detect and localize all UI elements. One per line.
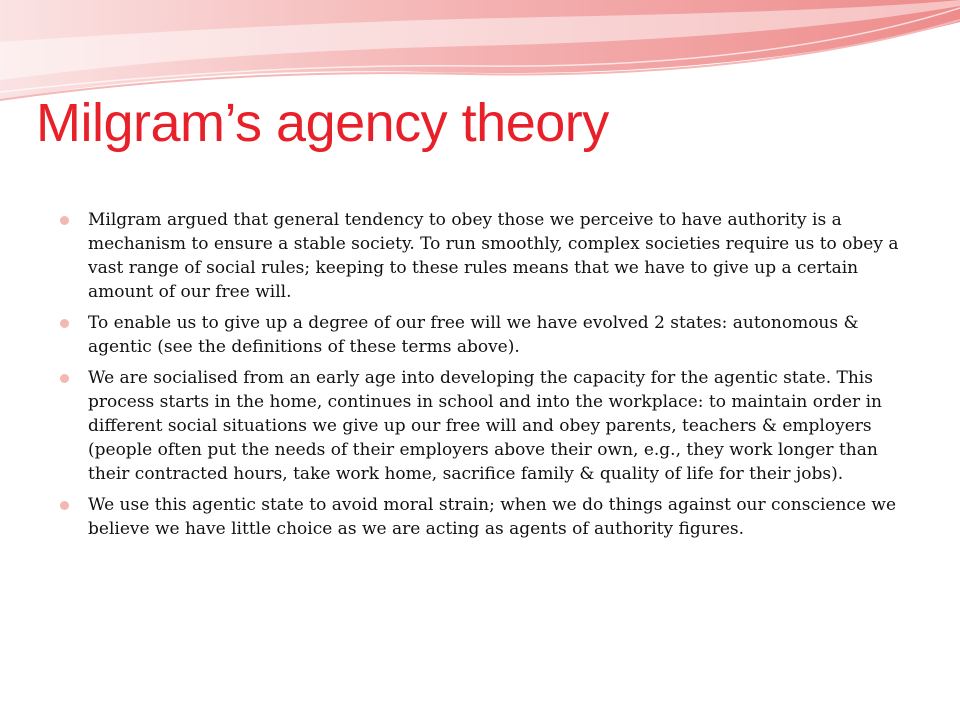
bullet-text: We are socialised from an early age into developing the capacity for the agentic state. This process starts in the home, continues in school and into the workplace: to maintain order in different social situations we give up our free will and obey parents, teachers & employers (people often put the needs of their employers above their own, e.g., they work longer than their contracted hours, take work home, sacrifice family & quality of life for their jobs). [88, 368, 882, 484]
bullet-item [60, 208, 910, 304]
bullet-item [60, 493, 910, 541]
bullet-list [60, 208, 910, 548]
bullet-dot-icon [60, 374, 69, 383]
bullet-text: To enable us to give up a degree of our free will we have evolved 2 states: autonomous & agentic (see the definitions of these terms above). [88, 313, 859, 357]
bullet-dot-icon [60, 216, 69, 225]
bullet-item [60, 366, 910, 486]
bullet-text: We use this agentic state to avoid moral strain; when we do things against our conscience we believe we have little choice as we are acting as agents of authority figures. [88, 495, 897, 539]
bullet-text: Milgram argued that general tendency to obey those we perceive to have authority is a mechanism to ensure a stable society. To run smoothly, complex societies require us to obey a vast range of social rules; keeping to these rules means that we have to give up a certain amount of our free will. [88, 210, 899, 302]
bullet-item [60, 311, 910, 359]
slide-title: Milgram’s agency theory [36, 93, 609, 153]
bullet-dot-icon [60, 501, 69, 510]
bullet-dot-icon [60, 319, 69, 328]
